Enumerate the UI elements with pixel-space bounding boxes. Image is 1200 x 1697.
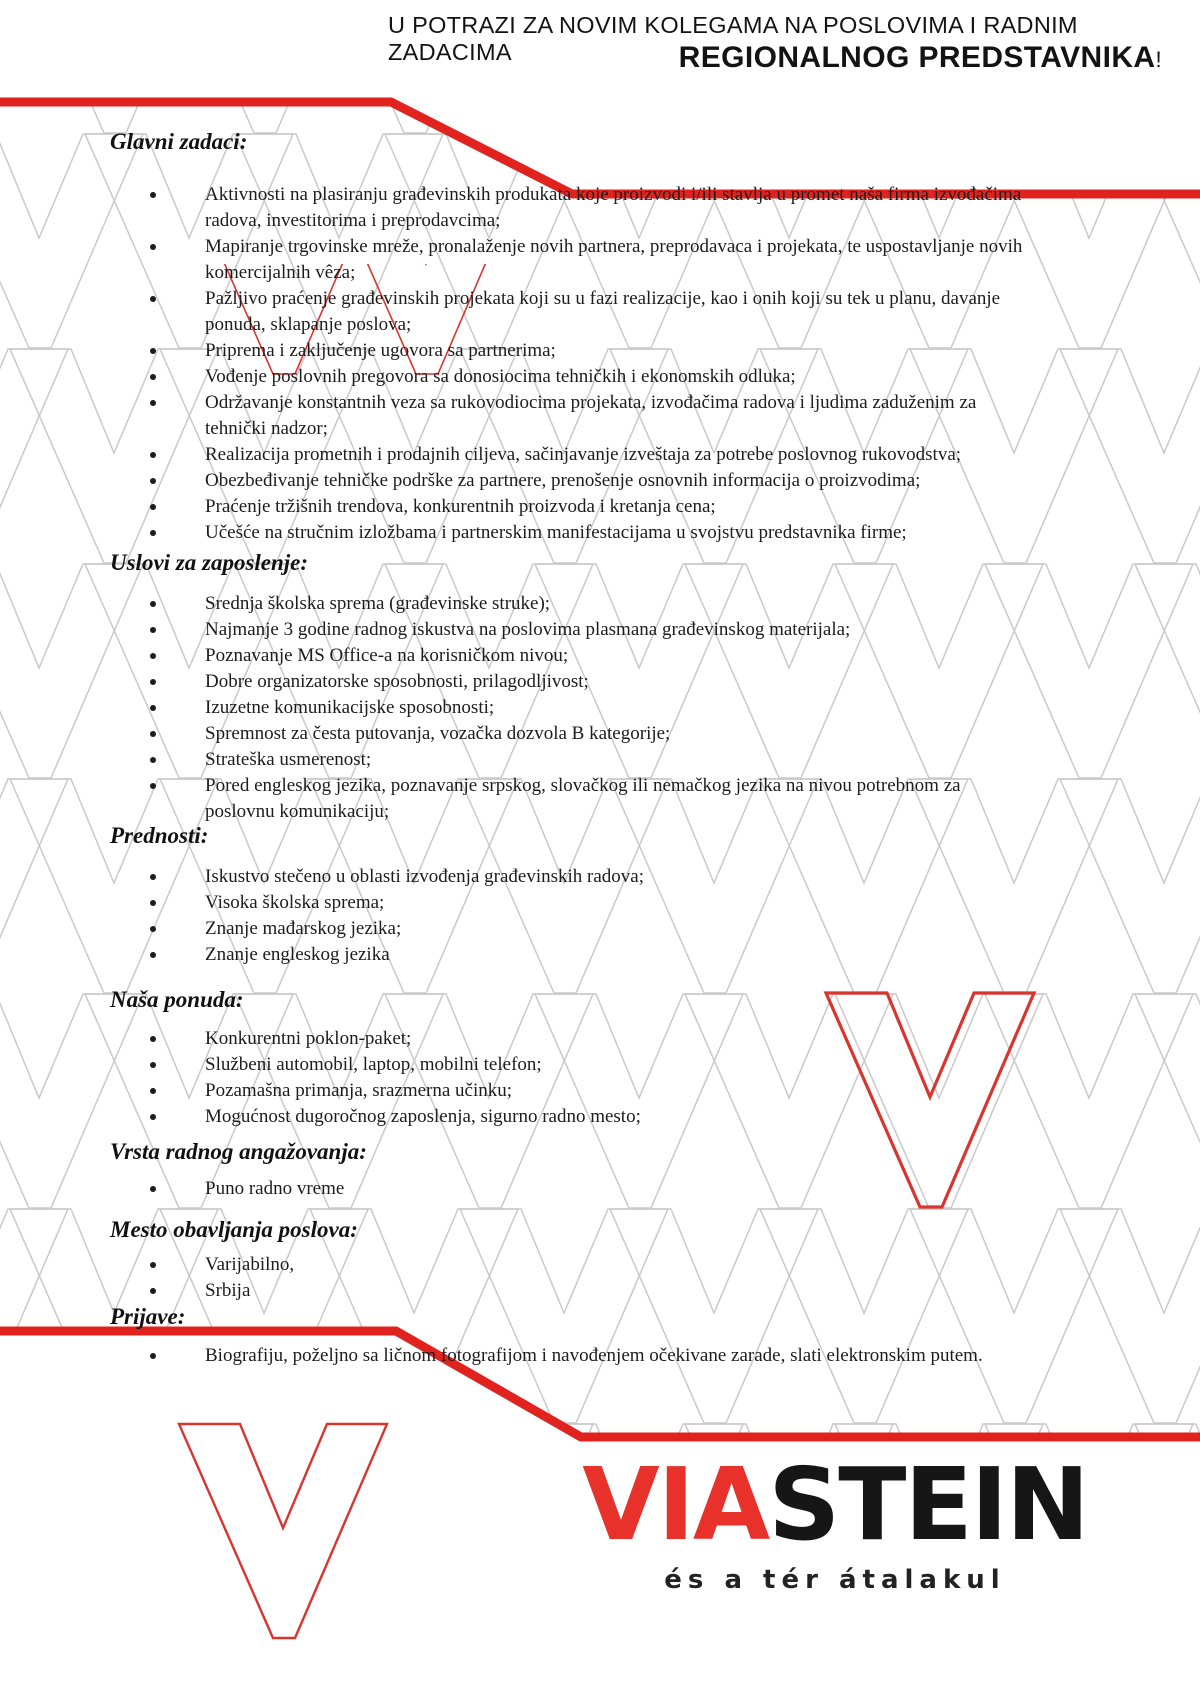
chevron-watermark: [1060, 349, 1200, 563]
section-title-employment-type: Vrsta radnog angažovanja:: [110, 1139, 367, 1164]
company-logo: [540, 1446, 1130, 1595]
bullet-item: Spremnost za česta putovanja, vozačka dozvola B kategorije;: [110, 721, 1028, 747]
bullet-item: Iskustvo stečeno u oblasti izvođenja građevinskih radova;: [110, 864, 1028, 890]
section-prijave: [110, 1303, 1028, 1369]
section-glavni-zadaci: [110, 128, 1028, 546]
bullet-item: Pažljivo praćenje građevinskih projekata koji su u fazi realizacije, kao i onih koji su tek u planu, davanje ponuda, sklapanje poslova;: [110, 286, 1028, 338]
logo-wordmark: [540, 1446, 1130, 1563]
bullet-item: Mapiranje trgovinske mreže, pronalaženje novih partnera, preprodavaca i projekata, te uspostavljanje novih komercijalnih vêza;: [110, 234, 1028, 286]
bullet-item: Vođenje poslovnih pregovora sa donosiocima tehničkih i ekonomskih odluka;: [110, 364, 1028, 390]
bullet-item: Praćenje tržišnih trendova, konkurentnih proizvoda i kretanja cena;: [110, 494, 1028, 520]
section-prednosti: [110, 822, 1028, 968]
bullet-item: Realizacija prometnih i prodajnih ciljeva, sačinjavanje izveštaja za potrebe poslovnog rukovodstva;: [110, 442, 1028, 468]
bullet-item: Srednja školska sprema (građevinske struke);: [110, 591, 1028, 617]
red-chevron-outline-bottom-left: [179, 1424, 387, 1638]
applications-list: [110, 1343, 1028, 1369]
section-mesto-poslova: [110, 1216, 1028, 1304]
chevron-watermark: [10, 0, 218, 133]
header-line: U POTRAZI ZA NOVIM KOLEGAMA NA POSLOVIMA I RADNIM ZADACIMA: [388, 12, 1078, 65]
bullet-item: Najmanje 3 godine radnog iskustva na poslovima plasmana građevinskog materijala;: [110, 617, 1028, 643]
chevron-watermark: [1135, 134, 1200, 348]
section-nasa-ponuda: [110, 986, 1028, 1130]
work-location-list: [110, 1252, 1028, 1304]
bullet-item: Konkurentni poklon-paket;: [110, 1026, 1028, 1052]
bullet-item: Pozamašna primanja, srazmerna učinku;: [110, 1078, 1028, 1104]
bullet-item: Visoka školska sprema;: [110, 890, 1028, 916]
bullet-item: Znanje engleskog jezika: [110, 942, 1028, 968]
bullet-item: Biografiju, poželjno sa ličnom fotografijom i navođenjem očekivane zarade, slati elektronskim putem.: [110, 1343, 1028, 1369]
chevron-watermark: [1060, 1209, 1200, 1423]
bullet-item: Pored engleskog jezika, poznavanje srpskog, slovačkog ili nemačkog jezika na nivou potrebnom za poslovnu komunikaciju;: [110, 773, 1028, 825]
chevron-watermark: [1135, 1424, 1200, 1638]
bullet-item: Strateška usmerenost;: [110, 747, 1028, 773]
advantages-list: [110, 864, 1028, 968]
chevron-watermark: [85, 1424, 293, 1638]
job-title-heading: [679, 41, 1162, 75]
requirements-list: [110, 591, 1028, 825]
bullet-item: Mogućnost dugoročnog zaposlenja, sigurno radno mesto;: [110, 1104, 1028, 1130]
bullet-item: Priprema i zaključenje ugovora sa partnerima;: [110, 338, 1028, 364]
section-title-requirements: Uslovi za zaposlenje:: [110, 550, 309, 575]
section-title-main-tasks: Glavni zadaci:: [110, 129, 248, 154]
our-offer-list: [110, 1026, 1028, 1130]
chevron-watermark: [1135, 564, 1200, 778]
chevron-watermark: [1060, 779, 1200, 993]
chevron-watermark: [160, 0, 368, 133]
chevron-watermark: [1135, 994, 1200, 1208]
chevron-watermark: [0, 0, 68, 133]
chevron-watermark: [235, 1424, 443, 1638]
exclamation-mark: !: [1155, 47, 1162, 72]
section-title-advantages: Prednosti:: [110, 823, 209, 848]
bullet-item: Znanje mađarskog jezika;: [110, 916, 1028, 942]
section-title-applications: Prijave:: [110, 1304, 186, 1329]
bullet-item: Varijabilno,: [110, 1252, 1028, 1278]
bullet-item: Održavanje konstantnih veza sa rukovodiocima projekata, izvođačima radova i ljudima zaduženim za tehnički nadzor;: [110, 390, 1028, 442]
bullet-item: Puno radno vreme: [110, 1176, 1028, 1202]
section-vrsta-angazovanja: [110, 1138, 1028, 1202]
logo-tagline: és a tér átalakul: [664, 1565, 1006, 1595]
bullet-item: Službeni automobil, laptop, mobilni telefon;: [110, 1052, 1028, 1078]
main-tasks-list: [110, 182, 1028, 546]
bullet-item: Dobre organizatorske sposobnosti, prilagodljivost;: [110, 669, 1028, 695]
job-title-text: REGIONALNOG PREDSTAVNIKA: [678, 41, 1156, 74]
bullet-item: Izuzetne komunikacijske sposobnosti;: [110, 695, 1028, 721]
section-title-work-location: Mesto obavljanja poslova:: [110, 1217, 358, 1242]
logo-via-text: VIA: [582, 1446, 769, 1563]
section-uslovi-za-zaposlenje: [110, 549, 1028, 825]
employment-type-list: [110, 1176, 1028, 1202]
bullet-item: Aktivnosti na plasiranju građevinskih produkata koje proizvodi i/ili stavlja u promet naša firma izvođačima radova, investitorima i preprodavcima;: [110, 182, 1028, 234]
section-title-our-offer: Naša ponuda:: [110, 987, 244, 1012]
bullet-item: Poznavanje MS Office-a na korisničkom nivou;: [110, 643, 1028, 669]
bullet-item: Učešće na stručnim izložbama i partnerskim manifestacijama u svojstvu predstavnika firme;: [110, 520, 1028, 546]
chevron-watermark: [0, 1424, 143, 1638]
bullet-item: Srbija: [110, 1278, 1028, 1304]
logo-stein-text: STEIN: [768, 1446, 1088, 1563]
bullet-item: Obezbeđivanje tehničke podrške za partnere, prenošenje osnovnih informacija o proizvodima;: [110, 468, 1028, 494]
